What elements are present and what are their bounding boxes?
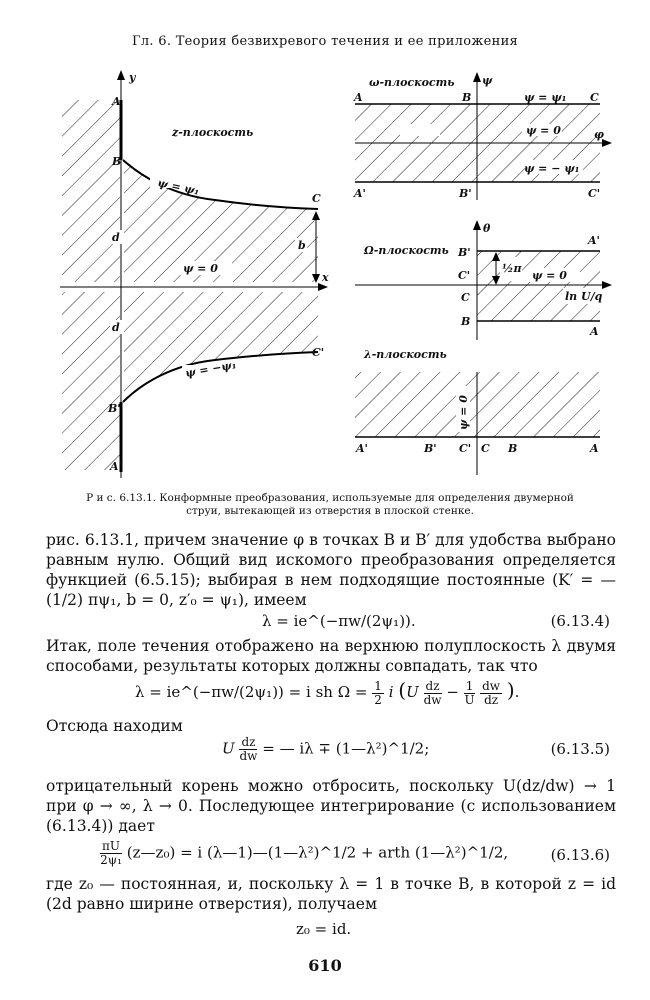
w-label-B: B [462, 91, 472, 104]
omega-label-psi0: ψ = 0 [532, 269, 567, 282]
w-label-phi: φ [594, 128, 604, 141]
z-label-A: A [112, 95, 121, 108]
equation-number-6-13-4: (6.13.4) [550, 612, 610, 630]
w-plane-title: ω-плоскость [369, 76, 455, 89]
z-label-B: B [112, 155, 122, 168]
w-label-Cp: C' [588, 187, 601, 200]
w-label-psi-axis: ψ [482, 74, 493, 87]
eq2-oneoverU-fraction: $\frac{1}{U}$ [464, 678, 475, 707]
w-label-C: C [590, 91, 599, 104]
omega-label-A: A [590, 325, 599, 338]
eq2-half-fraction: $\frac{1}{2}$ [374, 678, 382, 707]
lambda-label-psi0: ψ = 0 [457, 395, 470, 430]
figure-caption [40, 492, 620, 518]
wall-lower-hatch [62, 292, 120, 470]
omega-plane [355, 220, 612, 340]
omega-plane-title: Ω-плоскость [364, 244, 449, 257]
paragraph-5: где z₀ — постоянная, и, поскольку λ = 1 в точке B, в которой z = id (2d равно ширине отверстия), получаем [46, 875, 616, 913]
omega-label-half-pi: ½π [502, 262, 522, 275]
lambda-label-Bp: B' [424, 442, 437, 455]
z-label-psi0: ψ = 0 [183, 262, 218, 275]
caption-line-2: струи, вытекающей из отверстия в плоской стенке. [186, 505, 474, 517]
paragraph-3: Отсюда находим [46, 717, 183, 735]
lambda-label-B: B [508, 442, 518, 455]
z-label-Cp: C' [312, 346, 325, 359]
omega-label-B: B [461, 315, 471, 328]
figure-6-13-1 [0, 0, 650, 490]
w-label-A: A [354, 91, 363, 104]
paragraph-4: отрицательный корень можно отбросить, поскольку U(dz/dw) → 1 при φ → ∞, λ → 0. Последующее интегрирование (с использованием (6.13.4)) дает [46, 777, 616, 835]
w-label-Ap: A' [354, 187, 366, 200]
w-plane [353, 72, 612, 200]
eq2-dwdz-fraction: $\frac{dw}{dz}$ [482, 678, 501, 707]
omega-label-Cp: C' [458, 269, 471, 282]
w-label-psi0: ψ = 0 [526, 124, 561, 137]
equation-6-13-6: $\frac{\pi U}{\text{2ψ₁}}$ (z—z₀) = i (λ—1)—(1—λ²)^1/2 + arth (1—λ²)^1/2, [100, 839, 509, 867]
omega-label-theta: θ [483, 222, 491, 235]
equation-number-6-13-6: (6.13.6) [550, 846, 610, 864]
z-label-psim: ψ = −ψ₁ [184, 358, 238, 380]
z-label-y: y [129, 71, 136, 84]
caption-line-1: Р и с. 6.13.1. Конформные преобразования, используемые для определения двумерной [86, 492, 574, 504]
z-label-d-lower: d [112, 321, 120, 334]
z-label-Ap: A' [110, 460, 122, 473]
z-plane-title: z-плоскость [172, 126, 254, 139]
omega-strip-hatch [477, 251, 600, 321]
lambda-plane-title: λ-плоскость [364, 348, 447, 361]
lambda-label-Cp: C' [459, 442, 472, 455]
equation-6-13-5: U $\frac{dz}{dw}$ = — iλ ∓ (1—λ²)^1/2; [222, 735, 430, 763]
z-label-Bp: B' [108, 402, 121, 415]
eq4-fraction: $\frac{\pi U}{\text{2ψ₁}}$ [100, 839, 122, 867]
z-label-d-upper: d [112, 231, 120, 244]
paragraph-1: рис. 6.13.1, причем значение φ в точках B и B′ для удобства выбрано равным нулю. Общий вид искомого преобразования определяется функцией (6.5.15); выбирая в нем подходящие постоянные (K′ = —(1/2) πψ₁, b = 0, z′₀ = ψ₁), имеем [46, 531, 616, 609]
lambda-label-A: A [590, 442, 599, 455]
running-header: Гл. 6. Теория безвихревого течения и ее приложения [131, 34, 519, 49]
z-label-b: b [298, 239, 306, 252]
equation-6-13-4: λ = ie^(−πw/(2ψ₁)). [262, 612, 416, 630]
eq2-left: λ = ie^(−πw/(2ψ₁)) = i sh Ω = [135, 683, 368, 701]
omega-label-C: C [461, 291, 470, 304]
omega-label-Bp: B' [458, 246, 471, 259]
w-label-psi1: ψ = ψ₁ [524, 91, 567, 104]
wall-upper-hatch [62, 100, 120, 282]
lambda-label-Ap: A' [356, 442, 368, 455]
lambda-label-C: C [481, 442, 490, 455]
paragraph-2: Итак, поле течения отображено на верхнюю полуплоскость λ двумя способами, результаты которых должны совпадать, так что [46, 637, 616, 675]
w-label-psim: ψ = − ψ₁ [524, 162, 580, 175]
z-label-x: x [322, 271, 329, 284]
z-plane [60, 70, 329, 478]
page-number: 610 [308, 956, 342, 975]
z-label-psi1: ψ = ψ₁ [156, 176, 201, 198]
equation-lambda-identity: λ = ie^(−πw/(2ψ₁)) = i sh Ω = $\frac{1}{2}$ i (U $\frac{dz}{dw}$ − $\frac{1}{U}$ $\frac{dw}{dz}$ ). [135, 678, 520, 707]
omega-label-ln: ln U/q [565, 290, 603, 303]
z-label-C: C [312, 192, 321, 205]
lambda-plane [355, 348, 600, 475]
eq3-dzdw-fraction: $\frac{dz}{dw}$ [239, 735, 258, 763]
omega-label-Ap: A' [588, 234, 600, 247]
equation-number-6-13-5: (6.13.5) [550, 740, 610, 758]
jet-lower-hatch [124, 292, 318, 402]
eq2-dzdw-fraction: $\frac{dz}{dw}$ [423, 678, 442, 707]
w-label-Bp: B' [459, 187, 472, 200]
equation-z0: z₀ = id. [296, 920, 352, 938]
